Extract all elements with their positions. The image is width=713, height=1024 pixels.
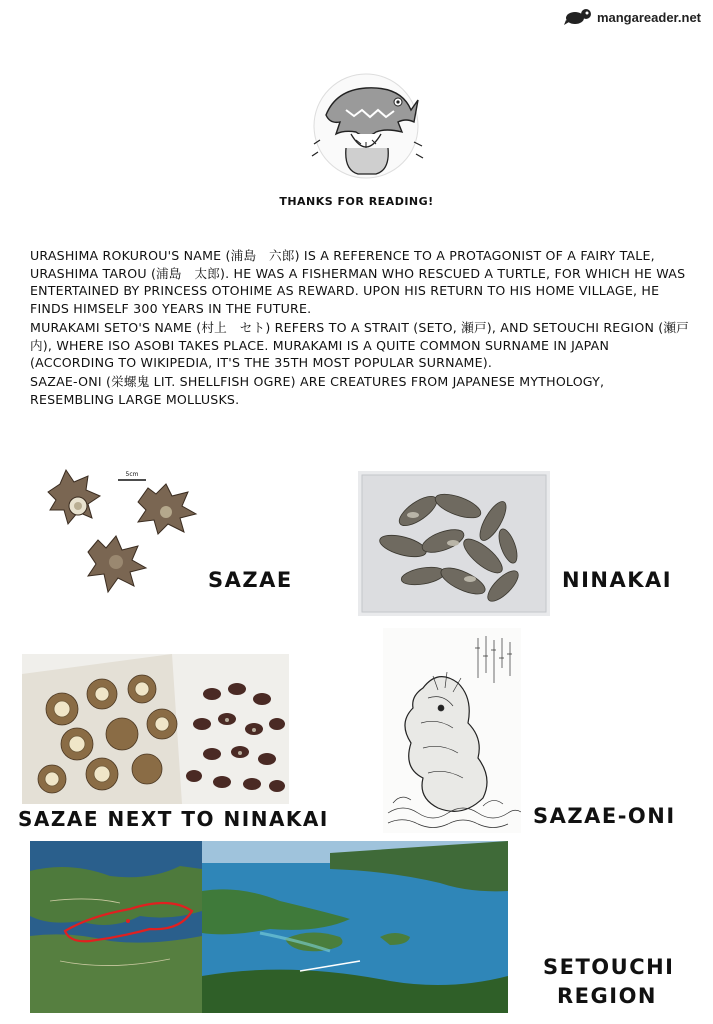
sazae-oni-drawing bbox=[383, 628, 521, 833]
label-sazae-oni: SAZAE-ONI bbox=[533, 804, 676, 828]
label-setouchi-line2: REGION bbox=[557, 984, 657, 1008]
sazae-shells-image bbox=[38, 462, 222, 610]
scale-label: 5cm bbox=[125, 471, 139, 478]
watermark-text: mangareader.net bbox=[596, 9, 701, 25]
label-sazae-next-to-ninakai: SAZAE NEXT TO NINAKAI bbox=[18, 807, 329, 831]
paragraph-murakami: MURAKAMI SETO'S NAME (村上 セト) REFERS TO A STRAIT (SETO, 瀬戸), AND SETOUCHI REGION (瀬戸内), WHERE ISO ASOBI TAKES PLACE. MURAKAMI IS A QUITE COMMON SURNAME IN JAPAN (ACCORDING TO WIKIPEDIA, IT'S THE 35TH MOST POPULAR SURNAME). bbox=[30, 320, 689, 370]
thanks-text: THANKS FOR READING! bbox=[279, 195, 434, 208]
mascot-illustration bbox=[306, 70, 428, 180]
ninakai-image bbox=[358, 471, 550, 616]
label-ninakai: NINAKAI bbox=[562, 568, 673, 592]
label-sazae: SAZAE bbox=[208, 568, 293, 592]
label-setouchi-line1: SETOUCHI bbox=[543, 955, 675, 979]
sazae-next-to-ninakai-image bbox=[22, 654, 289, 804]
site-logo-icon bbox=[564, 8, 594, 26]
setouchi-region-image bbox=[30, 841, 508, 1013]
paragraph-urashima: URASHIMA ROKUROU'S NAME (浦島 六郎) IS A REFERENCE TO A PROTAGONIST OF A FAIRY TALE, URASHIMA TAROU (浦島 太郎). HE WAS A FISHERMAN WHO RESCUED A TURTLE, FOR WHICH HE WAS ENTERTAINED BY PRINCESS OTOHIME AS REWARD. UPON HIS RETURN TO HIS HOME VILLAGE, HE FINDS HIMSELF 300 YEARS IN THE FUTURE. bbox=[30, 248, 686, 316]
watermark bbox=[564, 8, 701, 26]
paragraph-sazae-oni: SAZAE-ONI (栄螺鬼 LIT. SHELLFISH OGRE) ARE CREATURES FROM JAPANESE MYTHOLOGY, RESEMBLING LARGE MOLLUSKS. bbox=[30, 374, 605, 407]
